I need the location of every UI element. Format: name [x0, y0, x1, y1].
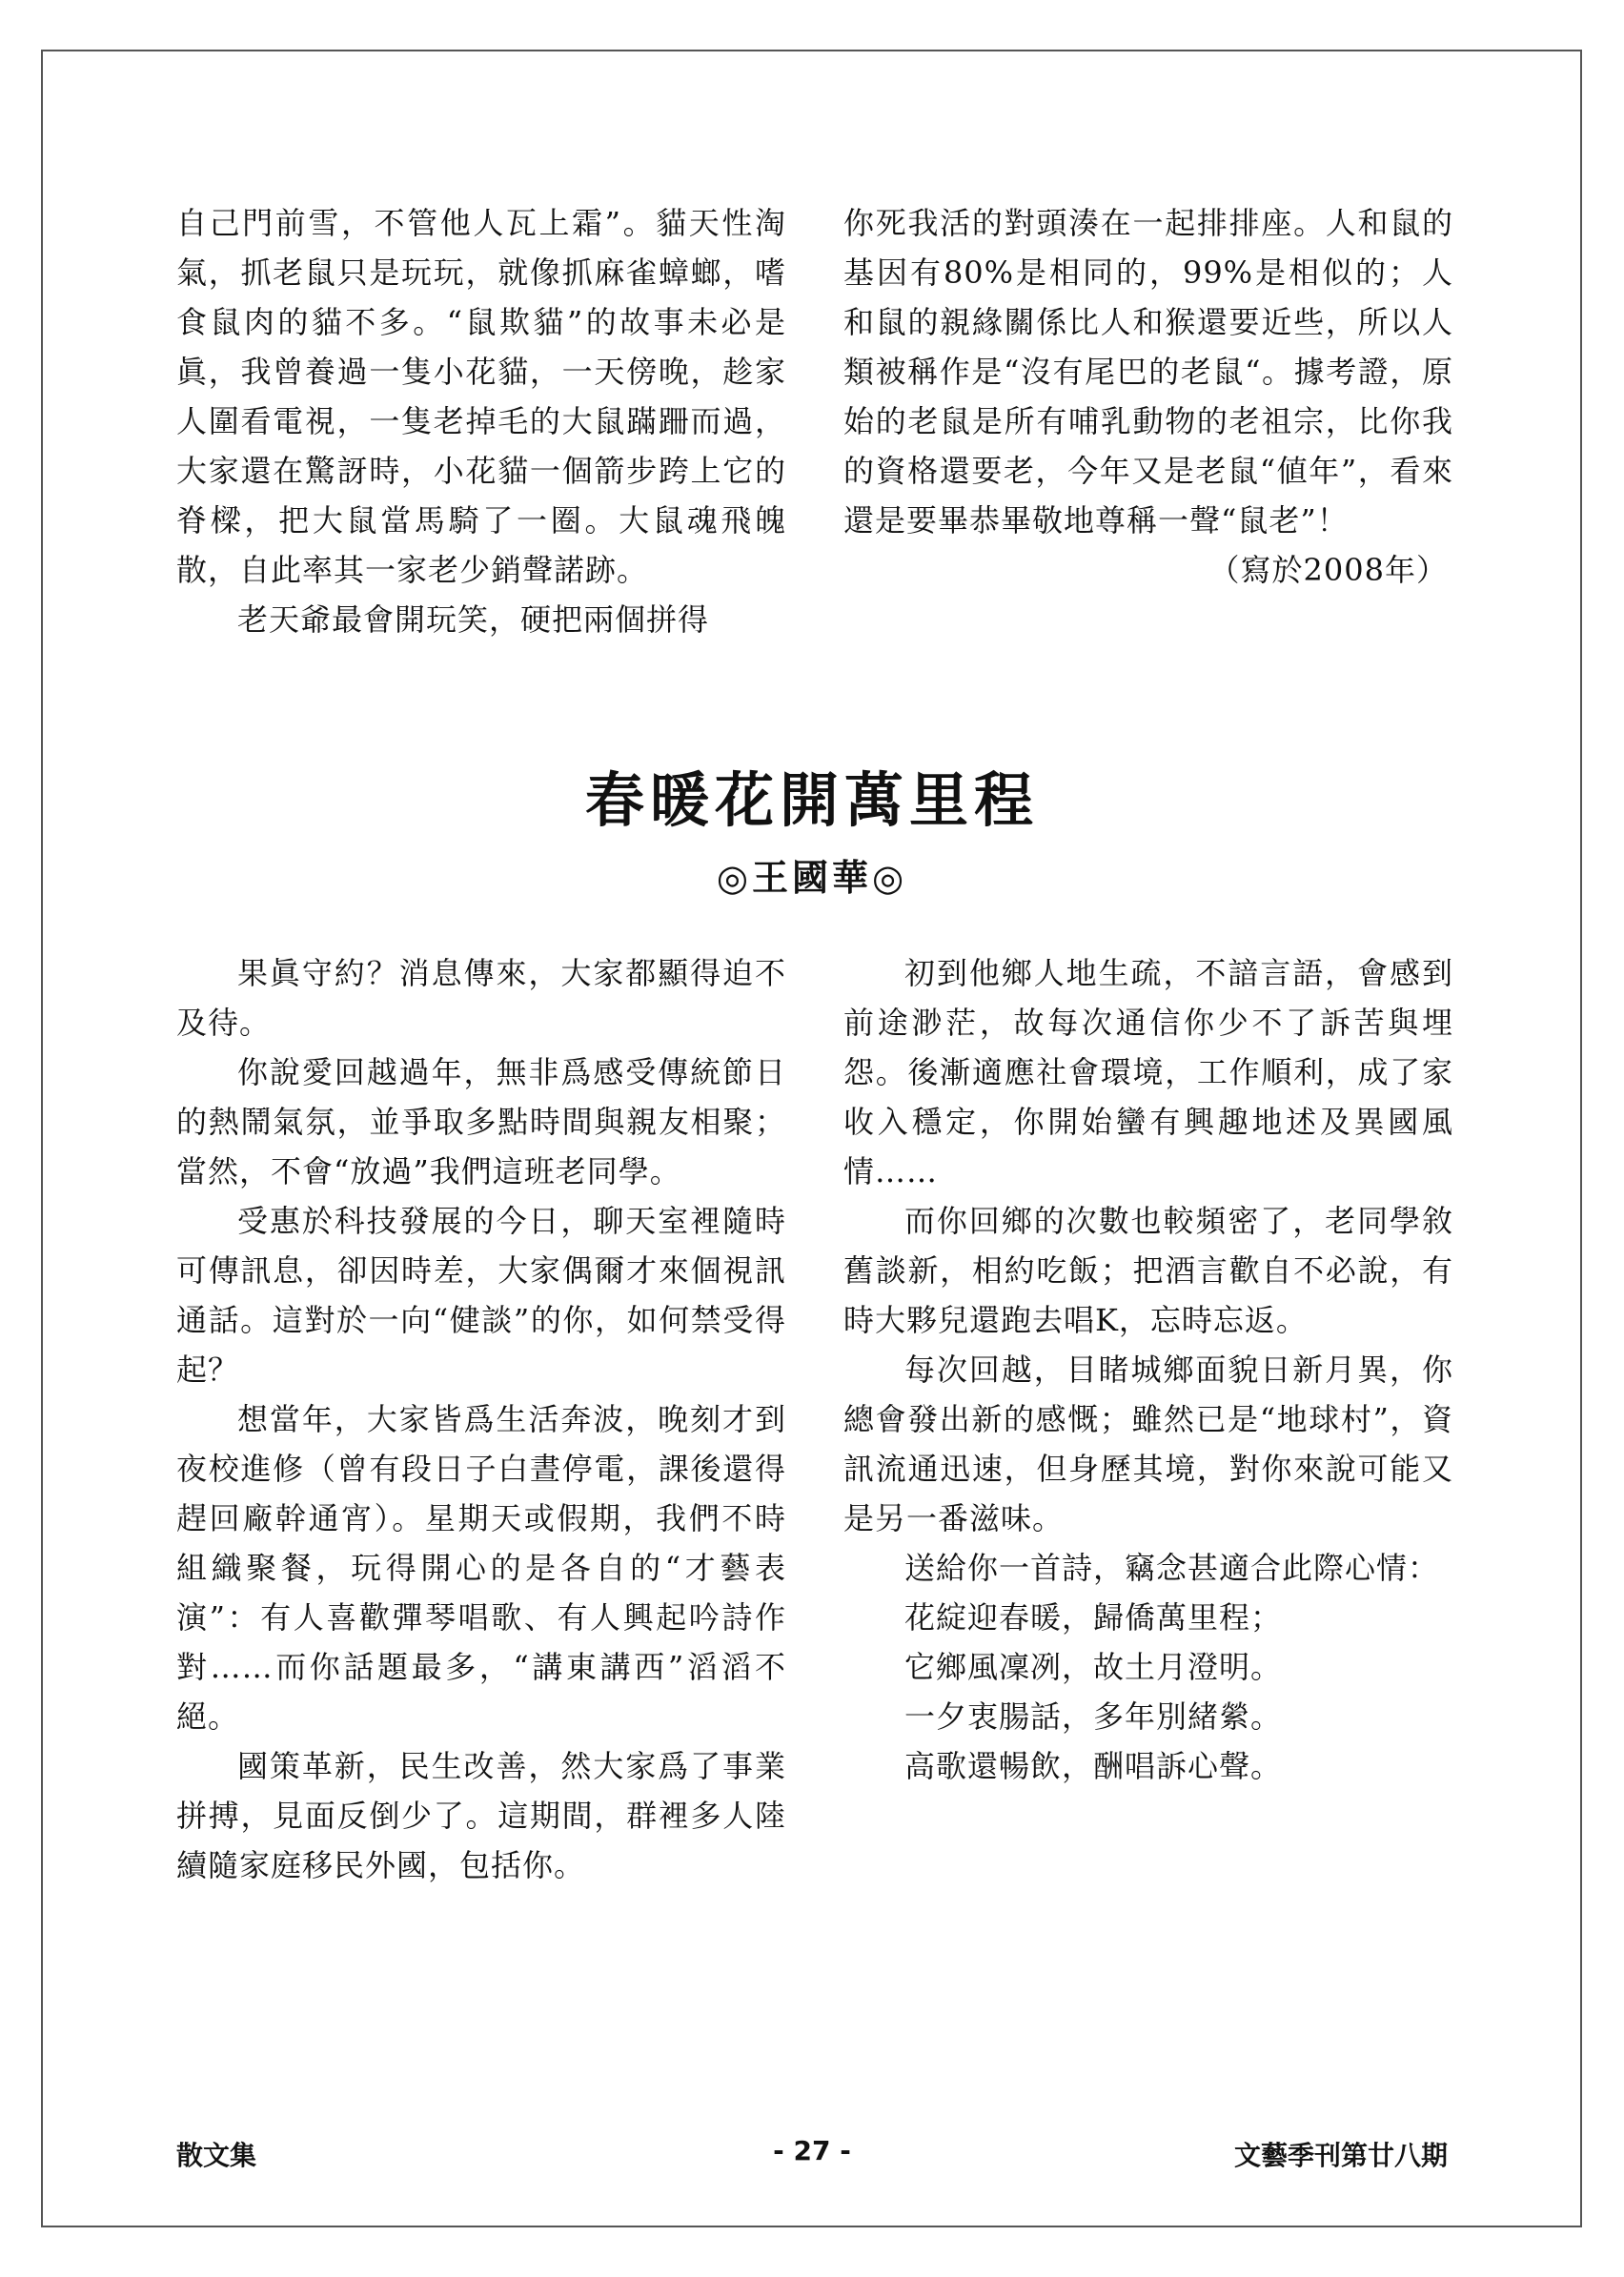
- paragraph: 送給你一首詩，竊念甚適合此際心情：: [904, 1550, 1440, 1586]
- poem-line: 高歌還暢飲，酬唱訴心聲。: [904, 1748, 1283, 1784]
- paragraph: 老天爺最會開玩笑，硬把兩個拼得: [237, 601, 710, 638]
- poem-line: 一夕衷腸話，多年別緒縈。: [904, 1698, 1283, 1735]
- prev-article-left-column: [176, 198, 786, 644]
- footer-page-number: - 27 -: [773, 2135, 851, 2166]
- footer-publication: 文藝季刊第廿八期: [1233, 2140, 1448, 2171]
- paragraph: 每次回越，目睹城鄉面貌日新月異，你總會發出新的感慨；雖然已是“地球村”，資訊流通迅速，但身歷其境，對你來說可能又是另一番滋味。: [843, 1352, 1453, 1536]
- paragraph: 你死我活的對頭湊在一起排排座。人和鼠的基因有80%是相同的，99%是相似的；人和鼠的親緣關係比人和猴還要近些，所以人類被稱作是“沒有尾巴的老鼠“。據考證，原始的老鼠是所有哺乳動物的老祖宗，比你我的資格還要老，今年又是老鼠“値年”，看來還是要畢恭畢敬地尊稱一聲“鼠老”！: [843, 205, 1453, 539]
- footer-section: 散文集: [176, 2140, 257, 2171]
- paragraph: 自己門前雪，不管他人瓦上霜”。貓天性淘氣，抓老鼠只是玩玩，就像抓麻雀蟑螂，嗜食鼠肉的貓不多。“鼠欺貓”的故事未必是眞，我曾養過一隻小花貓，一天傍晚，趁家人圍看電視，一隻老掉毛的大鼠蹣跚而過，大家還在驚訝時，小花貓一個箭步跨上它的脊樑，把大鼠當馬騎了一圈。大鼠魂飛魄散，自此率其一家老少銷聲諾跡。: [176, 205, 786, 588]
- poem-line: 花綻迎春暖，歸僑萬里程；: [904, 1599, 1283, 1636]
- paragraph: 而你回鄉的次數也較頻密了，老同學敘舊談新，相約吃飯；把酒言歡自不必說，有時大夥兒還跑去唱K，忘時忘返。: [843, 1203, 1453, 1338]
- poem-line: 它鄉風凜冽，故土月澄明。: [904, 1649, 1283, 1685]
- paragraph: 果眞守約？消息傳來，大家都顯得迫不及待。: [176, 955, 786, 1041]
- article-author: ◎王國華◎: [716, 856, 908, 899]
- prev-article-right-column: [843, 198, 1453, 595]
- paragraph: 你說愛回越過年，無非爲感受傳統節日的熱鬧氣氛，並爭取多點時間與親友相聚；當然，不會“放過”我們這班老同學。: [176, 1054, 786, 1189]
- paragraph: 受惠於科技發展的今日，聊天室裡隨時可傳訊息，卻因時差，大家偶爾才來個視訊通話。這對於一向“健談”的你，如何禁受得起？: [176, 1203, 786, 1388]
- date-note: （寫於2008年）: [1208, 552, 1448, 588]
- paragraph: 想當年，大家皆爲生活奔波，晚刻才到夜校進修（曾有段日子白晝停電，課後還得趕回廠幹通宵）。星期天或假期，我們不時組織聚餐，玩得開心的是各自的“才藝表演”：有人喜歡彈琴唱歌、有人興起吟詩作對……而你話題最多，“講東講西”滔滔不絕。: [176, 1401, 786, 1735]
- article-left-column: [176, 948, 786, 1890]
- article-title: 春暖花開萬里程: [584, 765, 1039, 835]
- paragraph: 國策革新，民生改善，然大家爲了事業拼搏，見面反倒少了。這期間，群裡多人陸續隨家庭移民外國，包括你。: [176, 1748, 786, 1883]
- paragraph: 初到他鄉人地生疏，不諳言語，會感到前途渺茫，故每次通信你少不了訴苦與埋怨。後漸適應社會環境，工作順利，成了家收入穩定，你開始蠻有興趣地述及異國風情……: [843, 955, 1453, 1189]
- article-right-column: [843, 948, 1453, 1791]
